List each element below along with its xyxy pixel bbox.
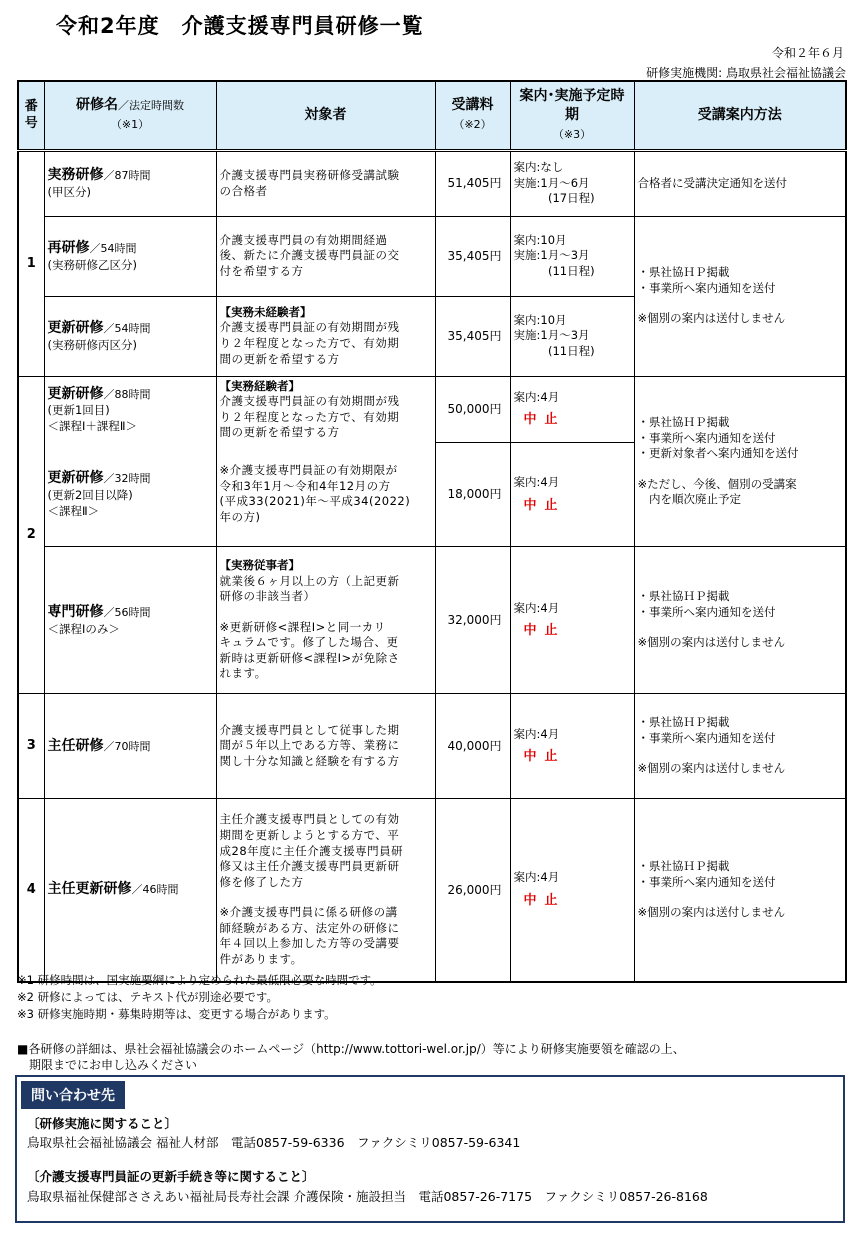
target-line: 就業後６ヶ月以上の方（上記更新 <box>219 573 400 588</box>
page-title: 令和2年度 介護支援専門員研修一覧 <box>56 14 424 38</box>
target-persons <box>216 216 435 296</box>
target-category: 【実務未経験者】 <box>219 304 312 319</box>
cancelled-label: 中止 <box>523 749 566 765</box>
method-line: ・県社協ＨＰ掲載 <box>637 265 730 280</box>
fee-amount: 18,000円 <box>435 443 510 547</box>
training-title <box>48 469 213 488</box>
fee-amount: 35,405円 <box>435 296 510 376</box>
header-num: 番号 <box>18 81 44 150</box>
training-title <box>48 319 213 338</box>
training-hours: ／56時間 <box>103 605 151 619</box>
schedule <box>510 216 634 296</box>
target-line: 師経験がある方、法定外の研修に <box>219 920 400 935</box>
guidance-method <box>634 216 846 376</box>
schedule <box>510 547 634 694</box>
method-line: ※個別の案内は送付しません <box>637 761 786 776</box>
training-course: ＜課程Ⅰ＋課程Ⅱ＞ <box>47 418 138 433</box>
training-hours: ／88時間 <box>103 387 151 401</box>
training-category: (更新1回目) <box>47 403 110 418</box>
schedule-line: (17日程) <box>513 191 595 206</box>
training-hours: ／54時間 <box>89 241 137 255</box>
training-name-label: 更新研修 <box>47 385 104 402</box>
target-category: 【実務従事者】 <box>219 558 300 573</box>
contact-box <box>15 1075 845 1223</box>
training-name-label: 主任更新研修 <box>47 881 132 898</box>
training-name <box>44 443 216 547</box>
training-title <box>48 737 213 756</box>
method-line: ・事業所へ案内通知を送付 <box>637 604 776 619</box>
schedule <box>510 694 634 799</box>
table-row <box>18 547 846 694</box>
training-name-label: 専門研修 <box>47 603 104 620</box>
cancelled-label: 中止 <box>523 412 566 428</box>
row-number: 4 <box>18 799 44 982</box>
schedule <box>510 799 634 982</box>
training-table <box>17 80 847 983</box>
target-line: 介護支援専門員実務研修受講試験 <box>219 167 400 182</box>
guidance-method <box>634 376 846 547</box>
method-line <box>638 890 843 905</box>
header-fee: 受講料 （※2） <box>435 81 510 150</box>
target-line: 件があります。 <box>219 951 303 966</box>
method-line: ※ただし、今後、個別の受講案 <box>637 476 797 491</box>
method-line <box>638 296 843 311</box>
training-hours: ／32時間 <box>103 472 151 486</box>
header-name: 研修名／法定時間数 （※1） <box>44 81 216 150</box>
target-line <box>220 890 432 905</box>
cancelled-label: 中止 <box>523 623 566 639</box>
training-name-label: 更新研修 <box>47 470 104 487</box>
training-category: (実務研修乙区分) <box>47 257 137 272</box>
target-line: 主任介護支援専門員としての有効 <box>219 812 400 827</box>
training-title <box>48 603 213 622</box>
schedule-line: 案内:10月 <box>513 232 567 247</box>
training-name <box>44 150 216 216</box>
target-line: り２年程度となった方で、有効期 <box>219 409 400 424</box>
footnote: ※1 研修時間は、国実施要綱により定められた最低限必要な時間です。 <box>17 973 382 987</box>
method-line: ・事業所へ案内通知を送付 <box>637 730 776 745</box>
method-line: ・県社協ＨＰ掲載 <box>637 414 730 429</box>
schedule-line: 案内:4月 <box>513 600 560 615</box>
method-line <box>638 462 843 477</box>
target-line: 介護支援専門員証の有効期間が残 <box>219 394 400 409</box>
training-name-label: 再研修 <box>47 239 90 256</box>
target-line: の合格者 <box>219 183 268 198</box>
training-name <box>44 296 216 376</box>
header-target: 対象者 <box>216 81 435 150</box>
table-row <box>18 376 846 443</box>
detail-line: 期限までにお申し込みください <box>17 1058 198 1072</box>
target-category: 【実務経験者】 <box>219 378 300 393</box>
training-title <box>48 239 213 258</box>
target-persons <box>216 547 435 694</box>
organizer: 研修実施機関: 鳥取県社会福祉協議会 <box>646 66 846 80</box>
fee-amount: 35,405円 <box>435 216 510 296</box>
training-name-label: 主任研修 <box>47 737 104 754</box>
method-line: ・事業所へ案内通知を送付 <box>637 874 776 889</box>
schedule <box>510 443 634 547</box>
method-line <box>638 746 843 761</box>
method-line: 合格者に受講決定通知を送付 <box>637 175 787 190</box>
training-name <box>44 216 216 296</box>
target-line: 間の更新を希望する方 <box>219 425 340 440</box>
method-line: ※個別の案内は送付しません <box>637 311 786 326</box>
target-line: (平成33(2021)年～平成34(2022) <box>219 494 411 509</box>
cancelled-label: 中止 <box>523 497 566 513</box>
target-persons <box>216 694 435 799</box>
contact-heading-training: 〔研修実施に関すること〕 <box>27 1116 178 1131</box>
table-row <box>18 150 846 216</box>
method-line: ・県社協ＨＰ掲載 <box>637 859 730 874</box>
schedule-line: 案内:なし <box>513 160 564 175</box>
schedule-line: 案内:10月 <box>513 312 567 327</box>
detail-line: ■各研修の詳細は、県社会福祉協議会のホームページ（http://www.tottori-wel.or.jp/）等により研修実施要領を確認の上、 <box>17 1042 685 1056</box>
training-category: (甲区分) <box>47 185 91 200</box>
schedule-line: 案内:4月 <box>513 726 560 741</box>
issue-date: 令和２年６月 <box>771 46 844 60</box>
target-line: 年４回以上参加した方等の受講要 <box>219 936 400 951</box>
schedule <box>510 150 634 216</box>
target-line: 後、新たに介護支援専門員証の交 <box>219 248 400 263</box>
method-line: ・県社協ＨＰ掲載 <box>637 589 730 604</box>
training-title <box>48 880 213 899</box>
table-row <box>18 216 846 296</box>
contact-title: 問い合わせ先 <box>21 1081 125 1109</box>
training-hours: ／54時間 <box>103 321 151 335</box>
target-line: 新時は更新研修<課程Ⅰ>が免除さ <box>219 650 400 665</box>
footnote: ※3 研修実施時期・募集時期等は、変更する場合があります。 <box>17 1007 336 1021</box>
method-line: ・事業所へ案内通知を送付 <box>637 430 776 445</box>
schedule-line: (11日程) <box>513 343 595 358</box>
schedule-line: 案内:4月 <box>513 870 560 885</box>
contact-heading-renewal: 〔介護支援専門員証の更新手続き等に関すること〕 <box>27 1169 315 1184</box>
fee-amount: 50,000円 <box>435 376 510 443</box>
target-line: 付を希望する方 <box>219 263 304 278</box>
method-line <box>638 620 843 635</box>
schedule <box>510 376 634 443</box>
method-line: ・事業所へ案内通知を送付 <box>637 280 776 295</box>
fee-amount: 32,000円 <box>435 547 510 694</box>
table-row <box>18 799 846 982</box>
schedule-line: 実施:1月～3月 <box>513 248 590 263</box>
target-persons <box>216 799 435 982</box>
training-name-label: 実務研修 <box>47 167 104 184</box>
target-line: ※更新研修<課程Ⅰ>と同一カリ <box>219 619 386 634</box>
row-number: 3 <box>18 694 44 799</box>
target-line: 修又は主任介護支援専門員更新研 <box>219 859 400 874</box>
training-hours: ／46時間 <box>131 883 179 897</box>
target-line: 修を修了した方 <box>219 874 304 889</box>
target-line: 令和3年1月～令和4年12月の方 <box>219 478 391 493</box>
target-line: 介護支援専門員の有効期間経過 <box>219 232 388 247</box>
training-title <box>48 385 213 404</box>
schedule-line: 案内:4月 <box>513 389 560 404</box>
detail-note <box>17 1041 847 1073</box>
target-line: 期間を更新しようとする方で、平 <box>219 828 400 842</box>
method-line: ※個別の案内は送付しません <box>637 635 786 650</box>
target-line: 年の方) <box>219 509 261 524</box>
fee-amount: 51,405円 <box>435 150 510 216</box>
guidance-method <box>634 547 846 694</box>
training-name <box>44 376 216 443</box>
target-line <box>220 605 432 620</box>
training-name <box>44 694 216 799</box>
fee-amount: 40,000円 <box>435 694 510 799</box>
training-name <box>44 547 216 694</box>
target-persons <box>216 376 435 443</box>
target-line: 介護支援専門員として従事した期 <box>219 722 400 737</box>
row-number: 2 <box>18 376 44 694</box>
guidance-method <box>634 150 846 216</box>
header-schedule: 案内･実施予定時期 （※3） <box>510 81 634 150</box>
training-name-label: 更新研修 <box>47 319 104 336</box>
training-course: ＜課程Ⅰのみ＞ <box>47 621 120 636</box>
schedule-line: 案内:4月 <box>513 475 560 490</box>
training-course: ＜課程Ⅱ＞ <box>47 503 100 518</box>
schedule-line: 実施:1月～6月 <box>513 175 590 190</box>
guidance-method <box>634 694 846 799</box>
target-line: 関し十分な知識と経験を有する方 <box>219 753 400 768</box>
target-persons <box>216 443 435 547</box>
method-line: 内を順次廃止予定 <box>637 492 741 507</box>
row-number: 1 <box>18 150 44 376</box>
fee-amount: 26,000円 <box>435 799 510 982</box>
cancelled-label: 中止 <box>523 892 566 908</box>
footnotes <box>17 972 382 1023</box>
contact-training: 鳥取県社会福祉協議会 福祉人材部 電話0857-59-6336 ファクシミリ0857-59-6341 <box>27 1135 521 1150</box>
method-line: ・県社協ＨＰ掲載 <box>637 715 730 730</box>
table-row <box>18 694 846 799</box>
training-title <box>48 166 213 185</box>
training-category: (更新2回目以降) <box>47 488 133 503</box>
target-line: 成28年度に主任介護支援専門員研 <box>219 843 404 858</box>
target-persons <box>216 150 435 216</box>
method-line: ※個別の案内は送付しません <box>637 905 786 920</box>
training-hours: ／70時間 <box>103 739 151 753</box>
contact-renewal: 鳥取県福祉保健部ささえあい福祉局長寿社会課 介護保険・施設担当 電話0857-26-7175 ファクシミリ0857-26-8168 <box>27 1189 708 1204</box>
target-line: り２年程度となった方で、有効期 <box>219 336 400 350</box>
schedule <box>510 296 634 376</box>
target-persons <box>216 296 435 376</box>
target-line: キュラムです。修了した場合、更 <box>219 635 399 650</box>
schedule-line: 実施:1月～3月 <box>513 328 590 343</box>
training-name <box>44 799 216 982</box>
training-category: (実務研修丙区分) <box>47 337 137 352</box>
header-method: 受講案内方法 <box>634 81 846 150</box>
target-line: ※介護支援専門員証の有効期限が <box>219 463 398 478</box>
method-line: ・更新対象者へ案内通知を送付 <box>637 446 799 461</box>
table-header-row <box>18 81 846 150</box>
target-line: 間の更新を希望する方 <box>219 351 340 366</box>
schedule-line: (11日程) <box>513 263 595 278</box>
target-line: ※介護支援専門員に係る研修の講 <box>219 905 398 920</box>
target-line: 研修の非該当者） <box>219 589 316 604</box>
training-hours: ／87時間 <box>103 169 151 183</box>
target-line: 間が５年以上である方等、業務に <box>219 738 400 753</box>
guidance-method <box>634 799 846 982</box>
target-line: 介護支援専門員証の有効期間が残 <box>219 320 400 335</box>
target-line: れます。 <box>219 666 267 681</box>
footnote: ※2 研修によっては、テキスト代が別途必要です。 <box>17 990 278 1004</box>
